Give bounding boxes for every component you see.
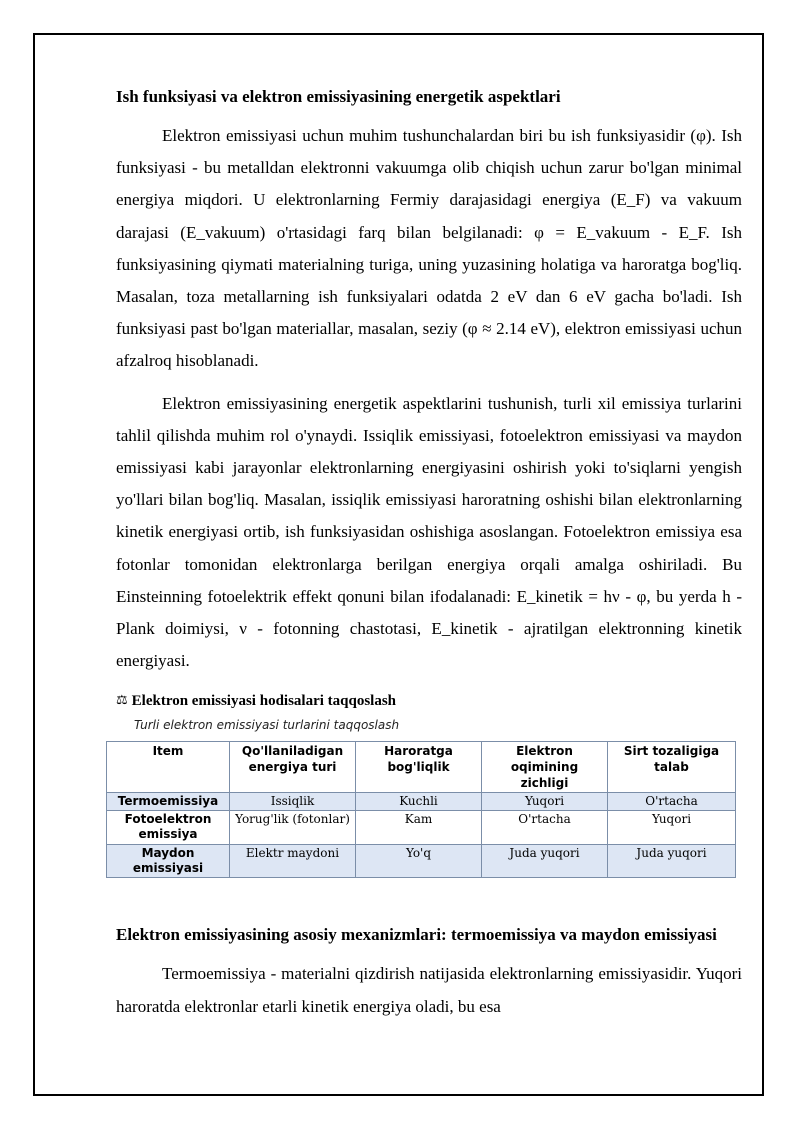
table-cell: Yorug'lik (fotonlar) <box>230 811 356 845</box>
table-cell: Yo'q <box>356 845 482 878</box>
table-heading-text: Elektron emissiyasi hodisalari taqqoslash <box>131 693 397 710</box>
table-row <box>107 793 736 811</box>
table-cell: Yuqori <box>482 793 608 811</box>
column-header: Item <box>107 742 230 793</box>
document-content <box>116 84 742 1023</box>
table-cell: Juda yuqori <box>608 845 736 878</box>
table-cell: O'rtacha <box>608 793 736 811</box>
section-heading: Ish funksiyasi va elektron emissiyasining energetik aspektlari <box>116 87 561 106</box>
table-cell: Yuqori <box>608 811 736 845</box>
column-header: Sirt tozaligiga talab <box>608 742 736 793</box>
table-cell: Issiqlik <box>230 793 356 811</box>
row-label: Fotoelektron emissiya <box>107 811 230 845</box>
column-header: Qo'llaniladigan energiya turi <box>230 742 356 793</box>
table-cell: Juda yuqori <box>482 845 608 878</box>
table-cell: Elektr maydoni <box>230 845 356 878</box>
paragraph: Elektron emissiyasining energetik aspektlarini tushunish, turli xil emissiya turlarini tahlil qilishda muhim rol o'ynaydi. Issiqlik emissiyasi, fotoelektron emissiyasi va maydon emissiyasi kabi jarayonlar elektronlarning energiyasini oshirish yoki to'siqlarni yengish yo'llari bilan bog'liq. Masalan, issiqlik emissiyasi haroratning oshishi bilan elektronlarning kinetik energiyasi ortib, ish funksiyasidan oshishiga asoslangan. Fotoelektron emissiya esa fotonlar tomonidan elektronlarga berilgan energiya orqali amalga oshiriladi. Bu Einsteinning fotoelektrik effekt qonuni bilan ifodalanadi: E_kinetik = hν - φ, bu yerda h - Plank doimiysi, ν - fotonning chastotasi, E_kinetik - ajratilgan elektronning kinetik energiyasi. <box>116 393 742 671</box>
row-label: Maydon emissiyasi <box>107 845 230 878</box>
table-row <box>107 845 736 878</box>
column-header: Haroratga bog'liqlik <box>356 742 482 793</box>
paragraph: Termoemissiya - materialni qizdirish natijasida elektronlarning emissiyasidir. Yuqori haroratda elektronlar etarli kinetik energiya oladi, bu esa <box>116 964 742 1016</box>
comparison-table <box>106 741 736 878</box>
table-row <box>107 811 736 845</box>
scale-icon: ⚖ <box>116 693 128 709</box>
section-heading: Elektron emissiyasining asosiy mexanizmlari: termoemissiya va maydon emissiyasi <box>116 925 717 945</box>
paragraph: Elektron emissiyasi uchun muhim tushunchalardan biri bu ish funksiyasidir (φ). Ish funksiyasi - bu metalldan elektronni vakuumga olib chiqish uchun zarur bo'lgan minimal energiya miqdori. U elektronlarning Fermiy darajasidagi energiya (E_F) va vakuum darajasi (E_vakuum) o'rtasidagi farq bilan belgilanadi: φ = E_vakuum - E_F. Ish funksiyasining qiymati materialning turiga, uning yuzasining holatiga va haroratga bog'liq. Masalan, toza metallarning ish funksiyalari odatda 2 eV dan 6 eV gacha bo'ladi. Ish funksiyasi past bo'lgan materiallar, masalan, seziy (φ ≈ 2.14 eV), elektron emissiyasi uchun afzalroq hisoblanadi. <box>116 126 742 371</box>
table-header-row <box>107 742 736 793</box>
table-cell: Kam <box>356 811 482 845</box>
row-label: Termoemissiya <box>107 793 230 811</box>
table-cell: Kuchli <box>356 793 482 811</box>
column-header: Elektron oqimining zichligi <box>482 742 608 793</box>
table-caption: Turli elektron emissiyasi turlarini taqqoslash <box>134 718 400 733</box>
table-cell: O'rtacha <box>482 811 608 845</box>
table-heading <box>116 691 742 711</box>
